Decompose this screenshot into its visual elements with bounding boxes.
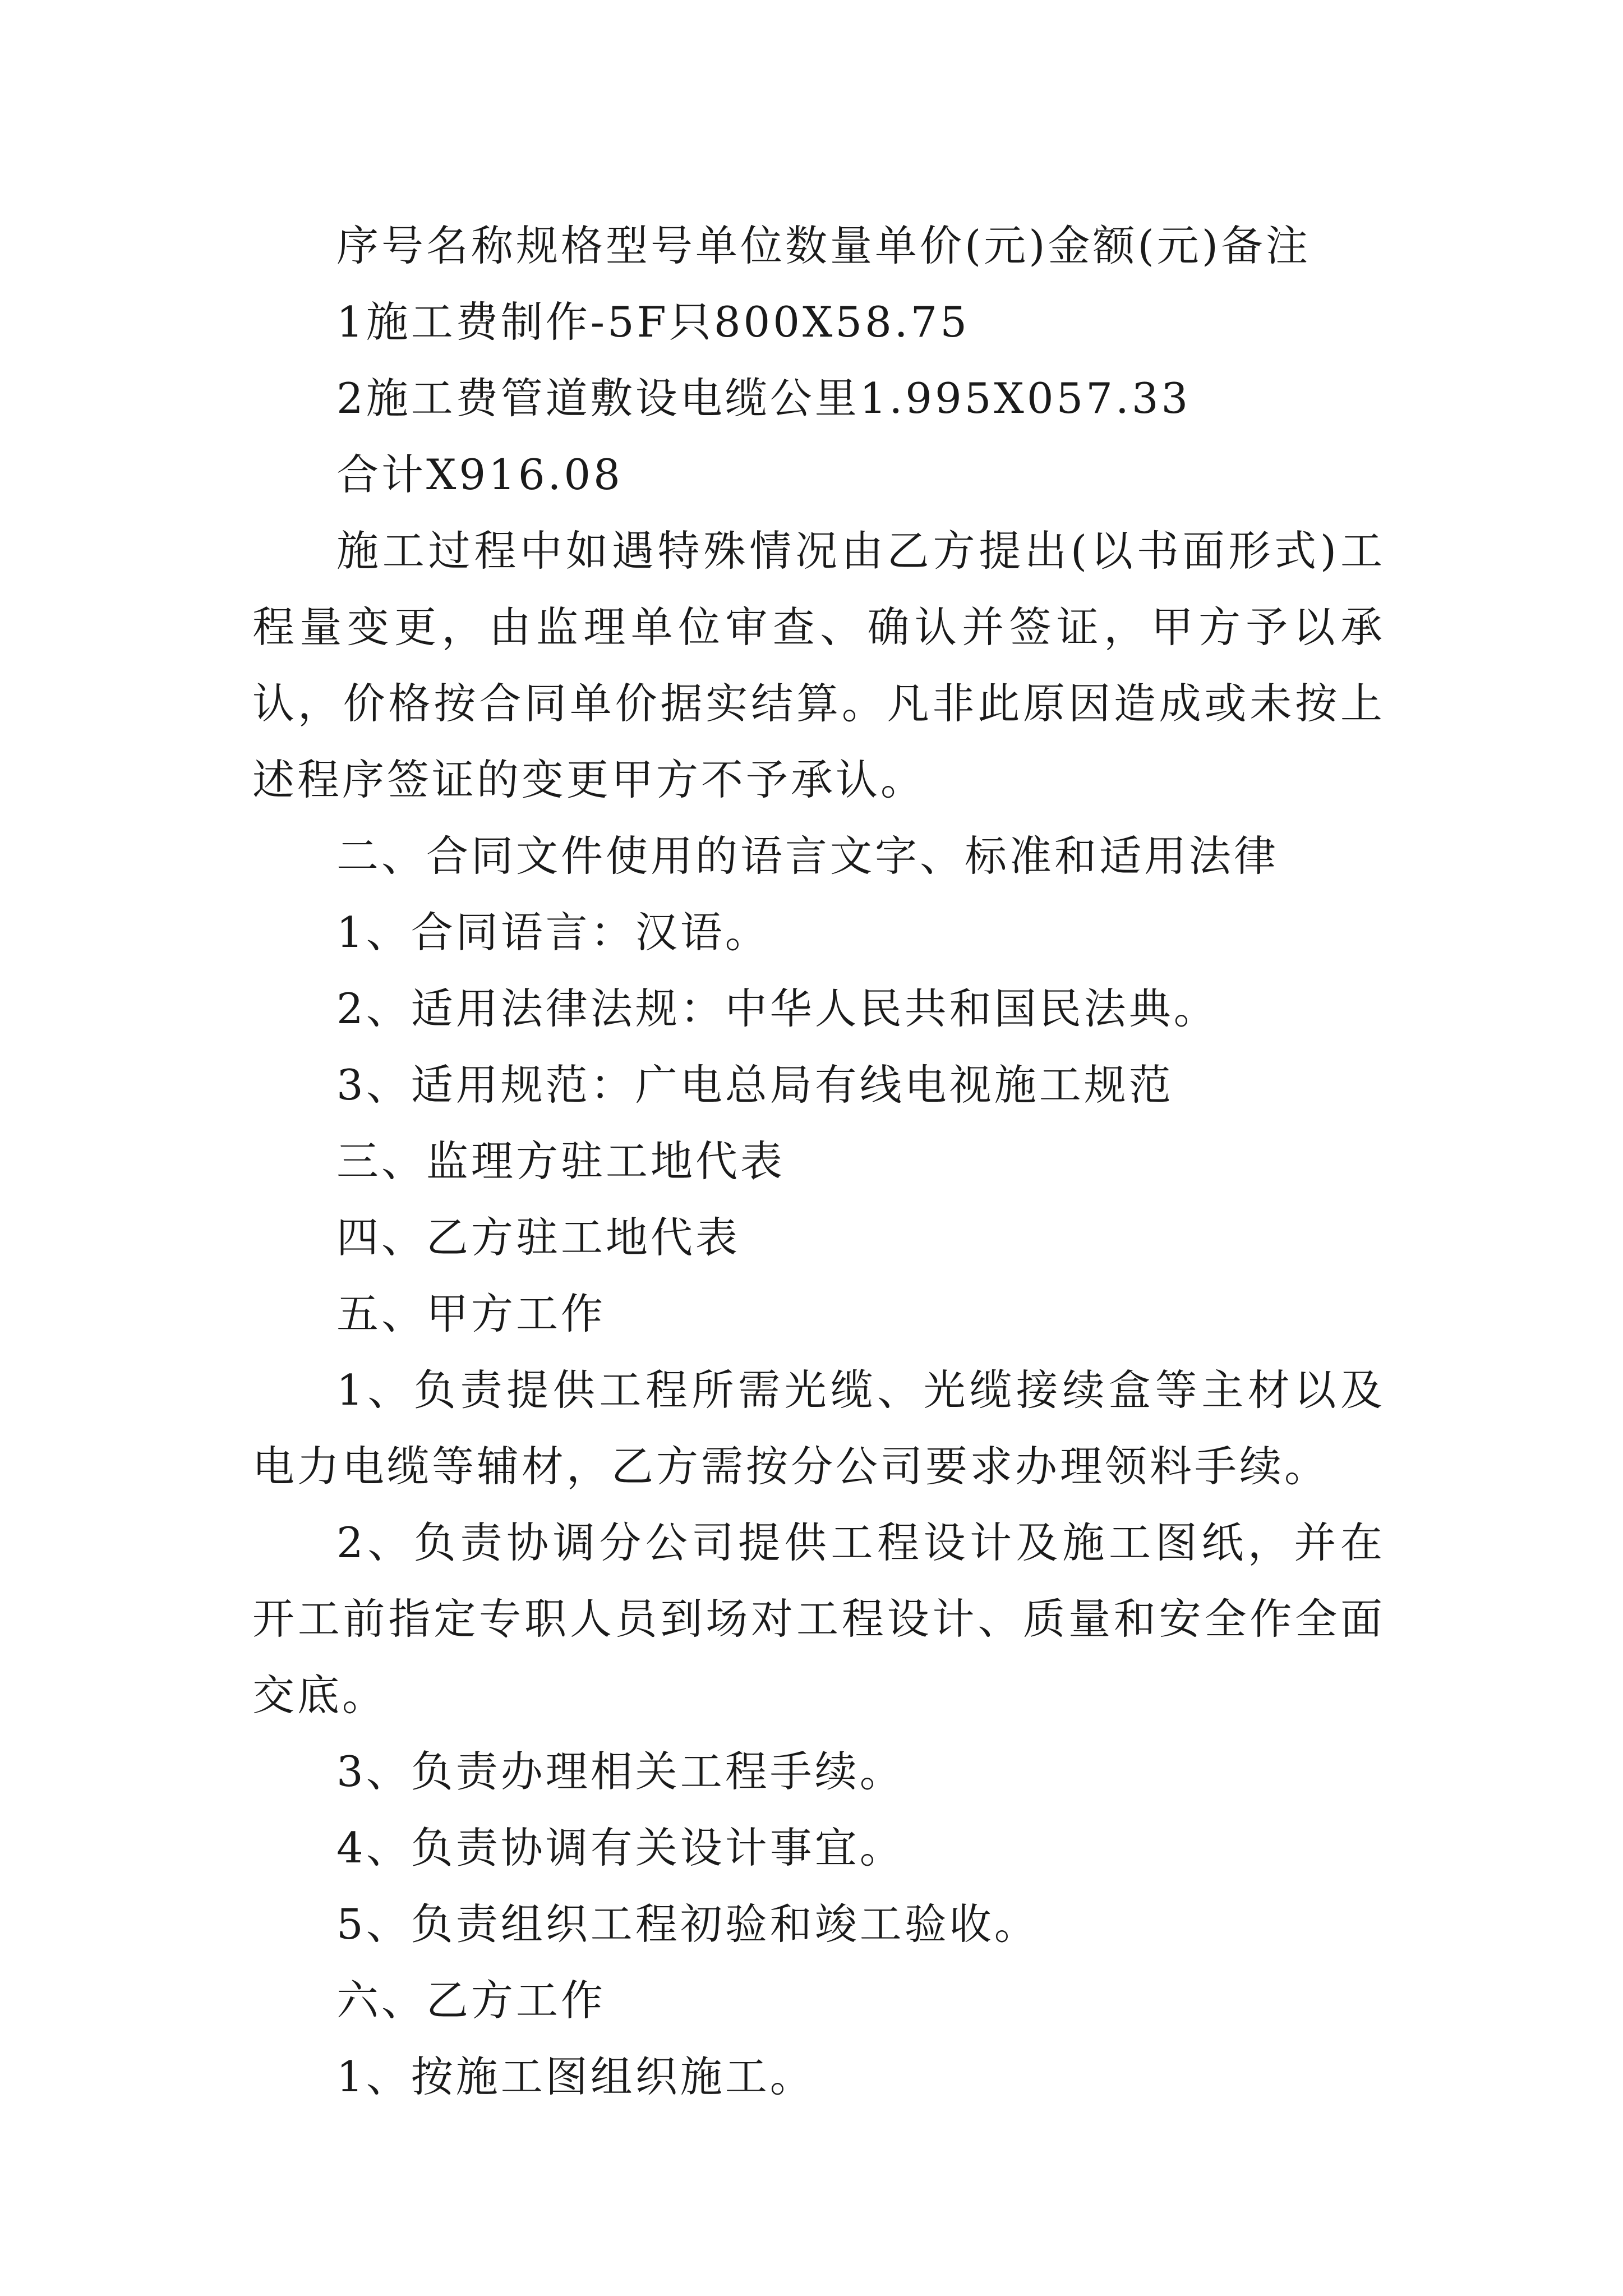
section-heading-6: 六、乙方工作	[336, 1976, 606, 2025]
list-item: 3、负责办理相关工程手续。	[336, 1747, 905, 1796]
section-heading-4: 四、乙方驻工地代表	[336, 1213, 741, 1262]
table-row-1: 1施工费制作-5F只800X58.75	[336, 297, 970, 347]
table-header-line: 序号名称规格型号单位数量单价(元)金额(元)备注	[336, 221, 1311, 270]
change-clause-paragraph: 施工过程中如遇特殊情况由乙方提出(以书面形式)工程量变更，由监理单位审查、确认并签证，甲方予以承认，价格按合同单价据实结算。凡非此原因造成或未按上述程序签证的变更甲方不予承认。	[252, 526, 1385, 804]
list-item: 2、适用法律法规：中华人民共和国民法典。	[336, 984, 1219, 1033]
list-item: 1、按施工图组织施工。	[336, 2052, 815, 2101]
section-heading-2: 二、合同文件使用的语言文字、标准和适用法律	[336, 831, 1279, 881]
document-body	[252, 208, 1385, 2115]
list-item: 5、负责组织工程初验和竣工验收。	[336, 1899, 1039, 1949]
table-row-2: 2施工费管道敷设电缆公里1.995X057.33	[336, 374, 1191, 423]
list-item: 2、负责协调分公司提供工程设计及施工图纸，并在开工前指定专职人员到场对工程设计、质量和安全作全面交底。	[252, 1518, 1385, 1720]
section-heading-5: 五、甲方工作	[336, 1289, 606, 1338]
list-item: 1、负责提供工程所需光缆、光缆接续盒等主材以及电力电缆等辅材，乙方需按分公司要求办理领料手续。	[252, 1365, 1385, 1491]
table-total: 合计X916.08	[336, 450, 623, 499]
list-item: 4、负责协调有关设计事宜。	[336, 1823, 905, 1872]
section-heading-3: 三、监理方驻工地代表	[336, 1137, 786, 1186]
list-item: 3、适用规范：广电总局有线电视施工规范	[336, 1060, 1174, 1110]
list-item: 1、合同语言：汉语。	[336, 908, 770, 957]
